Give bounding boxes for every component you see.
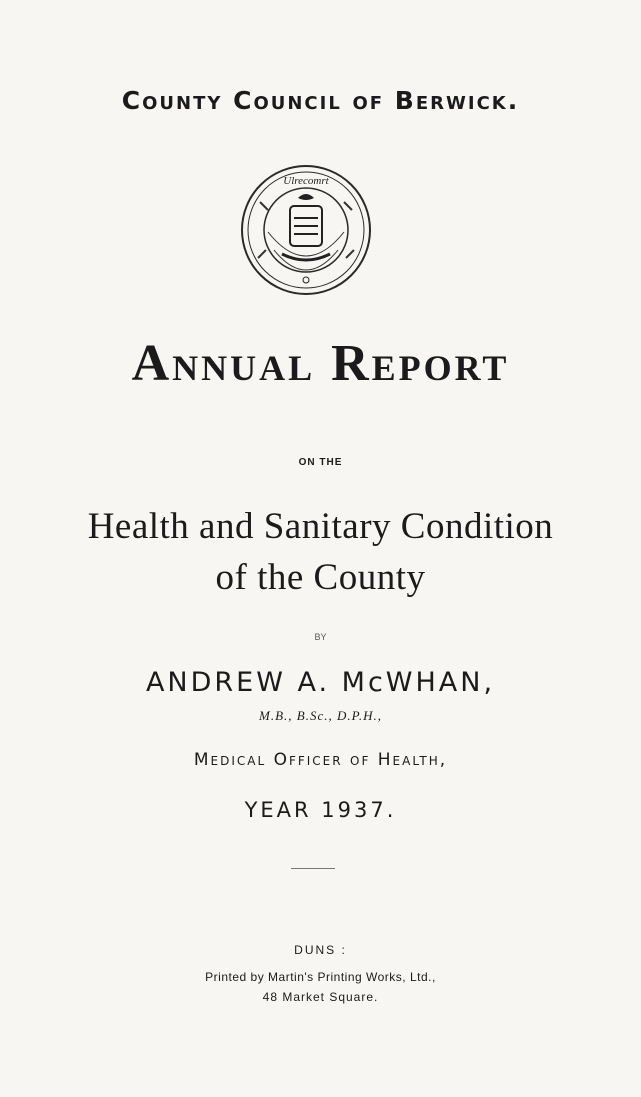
council-heading: County Council of Berwick. (121, 86, 520, 115)
title-connector: ON THE (298, 457, 343, 468)
divider-rule (291, 868, 335, 869)
report-year: YEAR 1937. (244, 798, 397, 822)
author-name: ANDREW A. McWHAN, (145, 667, 496, 698)
report-title: Annual Report (131, 335, 510, 392)
subject-line-2: of the County (215, 557, 426, 598)
author-degrees: M.B., B.Sc., D.P.H., (258, 708, 383, 723)
imprint-place: DUNS : (294, 943, 347, 957)
seal-legend: Ulrecomrt (283, 175, 329, 187)
subject-line-1: Health and Sanitary Condition (87, 506, 554, 547)
imprint-address: 48 Market Square. (262, 990, 379, 1004)
by-label: BY (314, 632, 327, 642)
author-position: Medical Officer of Health, (193, 750, 448, 770)
county-seal-icon (238, 162, 374, 298)
imprint-printer: Printed by Martin's Printing Works, Ltd., (205, 970, 436, 984)
